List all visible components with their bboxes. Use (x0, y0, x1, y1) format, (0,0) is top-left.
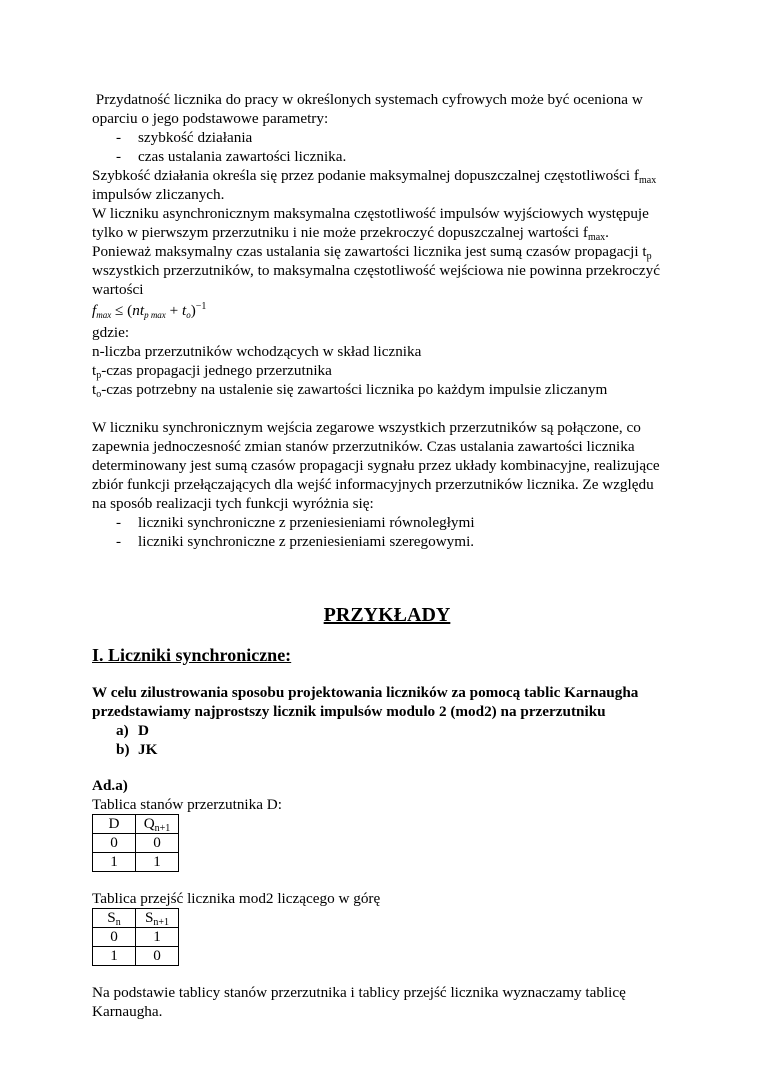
table1-caption: Tablica stanów przerzutnika D: (92, 796, 282, 813)
table2-caption: Tablica przejść licznika mod2 liczącego w górę (92, 890, 381, 907)
table-header-row (93, 909, 179, 928)
list-item: - czas ustalania zawartości licznika. (92, 147, 682, 166)
intro-line-1: Przydatność licznika do pracy w określonych systemach cyfrowych może być oceniona w (95, 91, 643, 108)
list-item: - szybkość działania (92, 128, 682, 147)
section-heading: I. Liczniki synchroniczne: (92, 645, 292, 665)
table-row (93, 853, 179, 872)
sync-line-1: W liczniku synchronicznym wejścia zegarowe wszystkich przerzutników są połączone, co (92, 419, 641, 436)
bold-intro-line-2: przedstawiamy najprostszy licznik impulsów modulo 2 (mod2) na przerzutniku (92, 703, 606, 720)
table-cell: 0 (136, 834, 179, 853)
header-cell: $Q_{n+1}$ (136, 815, 179, 834)
max-frequency-formula: $f_{max} \le (nt_{p max} + t_o)^{-1}$ (92, 301, 207, 320)
n-definition: n-liczba przerzutników wchodzących w skład licznika (92, 343, 422, 360)
table-row (93, 834, 179, 853)
header-cell: $S_n$ (93, 909, 136, 928)
table-row (93, 928, 179, 947)
closing-line-2: Karnaugha. (92, 1003, 163, 1020)
document-page (92, 90, 682, 1021)
table-cell: 0 (93, 834, 136, 853)
list-item: a) D (116, 722, 149, 739)
header-cell: D (93, 815, 136, 834)
to-definition: $t_o$-czas potrzebny na ustalenie się zawartości licznika po każdym impulsie zliczanym (92, 381, 608, 400)
table-cell: 1 (93, 947, 136, 966)
table-cell: 0 (136, 947, 179, 966)
sync-line-4: zbiór funkcji przełączających dla wejść informacyjnych przerzutników licznika. Ze względu (92, 476, 654, 493)
table-cell: 1 (136, 928, 179, 947)
sync-types-list (92, 513, 682, 551)
propagation-line-3: wartości (92, 281, 144, 298)
async-line-1: W liczniku asynchronicznym maksymalna częstotliwość impulsów wyjściowych występuje (92, 205, 649, 222)
list-item: - liczniki synchroniczne z przeniesieniami równoległymi (92, 513, 682, 532)
option-list (92, 721, 682, 759)
closing-line-1: Na podstawie tablicy stanów przerzutnika i tablicy przejść licznika wyznaczamy tablicę (92, 984, 626, 1001)
counter-transition-table (92, 908, 179, 966)
header-cell: $S_{n+1}$ (136, 909, 179, 928)
table-cell: 1 (93, 853, 136, 872)
propagation-line-1: Ponieważ maksymalny czas ustalania się zawartości licznika jest sumą czasów propagacji $t_p$ (92, 243, 652, 262)
ad-a-label: Ad.a) (92, 777, 128, 794)
sync-line-3: determinowany jest sumą czasów propagacji sygnału przez układy kombinacyjne, realizujące (92, 457, 660, 474)
list-item: b) JK (116, 741, 158, 758)
table-cell: 0 (93, 928, 136, 947)
parameter-list (92, 128, 682, 166)
intro-line-2: oparciu o jego podstawowe parametry: (92, 110, 329, 127)
bold-intro-line-1: W celu zilustrowania sposobu projektowania liczników za pomocą tablic Karnaugha (92, 684, 639, 701)
sync-line-5: na sposób realizacji tych funkcji wyróżnia się: (92, 495, 374, 512)
async-line-2: tylko w pierwszym przerzutniku i nie może przekroczyć dopuszczalnej wartości $f_{max}$. (92, 224, 609, 243)
speed-line-1: Szybkość działania określa się przez podanie maksymalnej dopuszczalnej częstotliwości $f_{max}$ (92, 167, 657, 186)
list-item: - liczniki synchroniczne z przeniesieniami szeregowymi. (92, 532, 682, 551)
tp-definition: $t_p$-czas propagacji jednego przerzutnika (92, 362, 332, 381)
table-row (93, 947, 179, 966)
where-label: gdzie: (92, 324, 130, 341)
d-flipflop-state-table (92, 814, 179, 872)
speed-line-2: impulsów zliczanych. (92, 186, 225, 203)
examples-title: PRZYKŁADY (323, 604, 451, 626)
table-header-row (93, 815, 179, 834)
propagation-line-2: wszystkich przerzutników, to maksymalna częstotliwość wejściowa nie powinna przekroczyć (92, 262, 660, 279)
table-cell: 1 (136, 853, 179, 872)
sync-line-2: zapewnia jednoczesność zmian stanów przerzutników. Czas ustalania zawartości licznika (92, 438, 635, 455)
